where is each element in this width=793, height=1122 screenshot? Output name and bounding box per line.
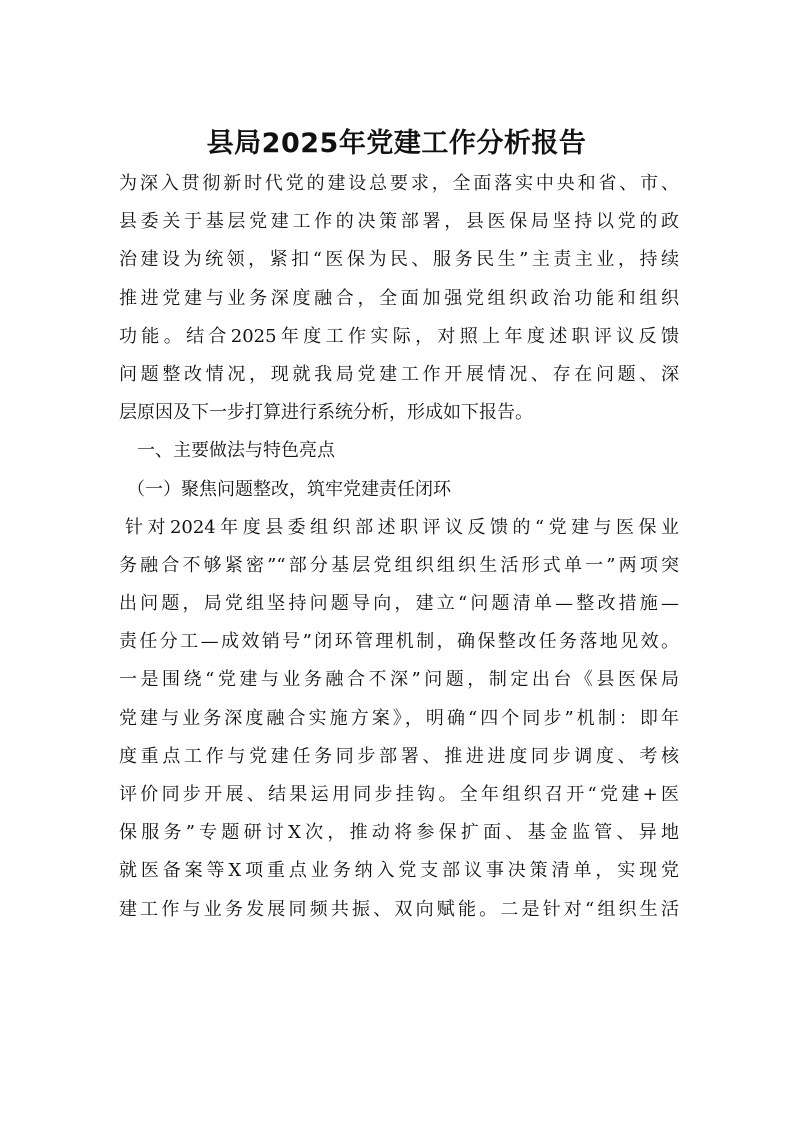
paragraph-line: 务融合不够紧密”“部分基层党组织组织生活形式单一”两项突	[119, 554, 679, 576]
paragraph-line: 党建与业务深度融合实施方案》，明确“四个同步”机制：即年	[119, 707, 679, 729]
document-body	[119, 165, 679, 929]
paragraph-line: 功能。结合2025年度工作实际，对照上年度述职评议反馈	[119, 325, 679, 347]
paragraph-line: 治建设为统领，紧扣“医保为民、服务民生”主责主业，持续	[119, 249, 679, 271]
subsection-heading: （一）聚焦问题整改，筑牢党建责任闭环	[127, 478, 451, 500]
paragraph-line: 出问题，局党组坚持问题导向，建立“问题清单—整改措施—	[119, 593, 679, 615]
paragraph-line: 就医备案等X项重点业务纳入党支部议事决策清单，实现党	[119, 860, 679, 882]
section-heading: 一、主要做法与特色亮点	[137, 440, 335, 462]
paragraph-line: 县委关于基层党建工作的决策部署，县医保局坚持以党的政	[119, 211, 679, 233]
paragraph-line: 度重点工作与党建任务同步部署、推进进度同步调度、考核	[119, 745, 679, 767]
paragraph-line: 评价同步开展、结果运用同步挂钩。全年组织召开“党建+医	[119, 784, 679, 805]
paragraph-line: 针对2024年度县委组织部述职评议反馈的“党建与医保业	[125, 516, 679, 538]
paragraph-line: 推进党建与业务深度融合，全面加强党组织政治功能和组织	[119, 287, 679, 309]
paragraph-line: 层原因及下一步打算进行系统分析，形成如下报告。	[119, 402, 533, 424]
paragraph-line: 建工作与业务发展同频共振、双向赋能。二是针对“组织生活	[119, 898, 679, 920]
paragraph-line: 为深入贯彻新时代党的建设总要求，全面落实中央和省、市、	[119, 173, 679, 194]
paragraph-line: 责任分工—成效销号”闭环管理机制，确保整改任务落地见效。	[119, 631, 679, 653]
document-title: 县局2025年党建工作分析报告	[206, 128, 587, 159]
paragraph-line: 问题整改情况，现就我局党建工作开展情况、存在问题、深	[119, 363, 679, 385]
paragraph-line: 一是围绕“党建与业务融合不深”问题，制定出台《县医保局	[119, 669, 679, 691]
paragraph-line: 保服务”专题研讨X次，推动将参保扩面、基金监管、异地	[119, 822, 679, 844]
